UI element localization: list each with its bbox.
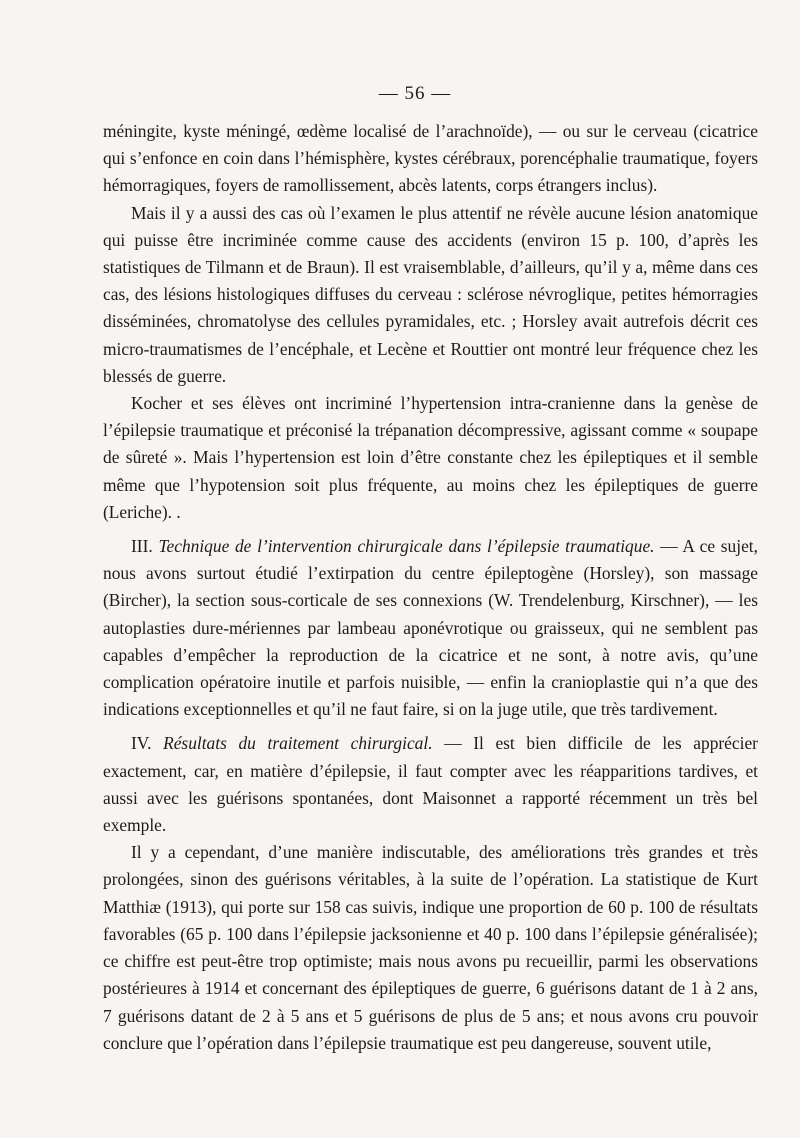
body-text: [103, 118, 758, 1057]
section-iii-number: III.: [131, 536, 153, 557]
section-iv: [103, 730, 758, 839]
section-iii: [103, 533, 758, 723]
paragraph-continuation: méningite, kyste méningé, œdème localisé de l’arachnoïde), — ou sur le cerveau (cicatrice qui s’enfonce en coin dans l’hémisphère, kystes cérébraux, porencéphalie traumatique, foyers hémorragiques, foyers de ramollissement, abcès latents, corps étrangers inclus).: [103, 121, 758, 196]
section-iv-number: IV.: [131, 733, 152, 754]
page-number: — 56 —: [378, 83, 452, 104]
section-iv-title: Résultats du traitement chirurgical.: [163, 733, 433, 754]
paragraph-hypertension: Kocher et ses élèves ont incriminé l’hypertension intra-cranienne dans la genèse de l’épilepsie traumatique et préconisé la trépanation décompressive, agissant comme « soupape de sûreté ». Mais l’hypertension est loin d’être constante chez les épileptiques et il semble même que l’hypotension soit plus fréquente, au moins chez les épileptiques de guerre (Leriche). .: [103, 393, 758, 522]
paragraph-anatomic-lesions: Mais il y a aussi des cas où l’examen le plus attentif ne révèle aucune lésion anatomique qui puisse être incriminée comme cause des accidents (environ 15 p. 100, d’après les statistiques de Tilmann et de Braun). Il est vraisemblable, d’ailleurs, qu’il y a, même dans ces cas, des lésions histologiques diffuses du cerveau : sclérose névroglique, petites hémorragies disséminées, chromatolyse des cellules pyramidales, etc. ; Horsley avait autrefois décrit ces micro-traumatismes de l’encéphale, et Lecène et Routtier ont montré leur fréquence chez les blessés de guerre.: [103, 202, 758, 386]
section-iv-text: — Il est bien difficile de les apprécier exactement, car, en matière d’épilepsie, il faut compter avec les réapparitions tardives, et aussi avec les guérisons spontanées, dont Maisonnet a rapporté récemment un très bel exemple.: [103, 733, 758, 836]
section-iii-title: Technique de l’intervention chirurgicale dans l’épilepsie traumatique.: [158, 536, 655, 557]
section-iii-text: — A ce sujet, nous avons surtout étudié l’extirpation du centre épileptogène (Horsley), son massage (Bircher), la section sous-corticale de ses connexions (W. Trendelenburg, Kirschner), — les autoplasties dure-mériennes par lambeau aponévrotique ou graisseux, qui ne semblent pas capables d’empêcher la reproduction de la cicatrice et ne sont, à notre avis, qu’une complication opératoire inutile et parfois nuisible, — enfin la cranioplastie qui n’a que des indications exceptionnelles et qu’il ne faut faire, si on la juge utile, que très tardivement.: [103, 536, 758, 720]
paragraph-statistics: Il y a cependant, d’une manière indiscutable, des améliorations très grandes et très prolongées, sinon des guérisons véritables, à la suite de l’opération. La statistique de Kurt Matthiæ (1913), qui porte sur 158 cas suivis, indique une proportion de 60 p. 100 de résultats favorables (65 p. 100 dans l’épilepsie jacksonienne et 40 p. 100 dans l’épilepsie généralisée); ce chiffre est peut-être trop optimiste; mais nous avons pu recueillir, parmi les observations postérieures à 1914 et concernant des épileptiques de guerre, 6 guérisons datant de 1 à 2 ans, 7 guérisons datant de 2 à 5 ans et 5 guérisons de plus de 5 ans; et nous avons cru pouvoir conclure que l’opération dans l’épilepsie traumatique est peu dangereuse, souvent utile,: [103, 842, 758, 1053]
